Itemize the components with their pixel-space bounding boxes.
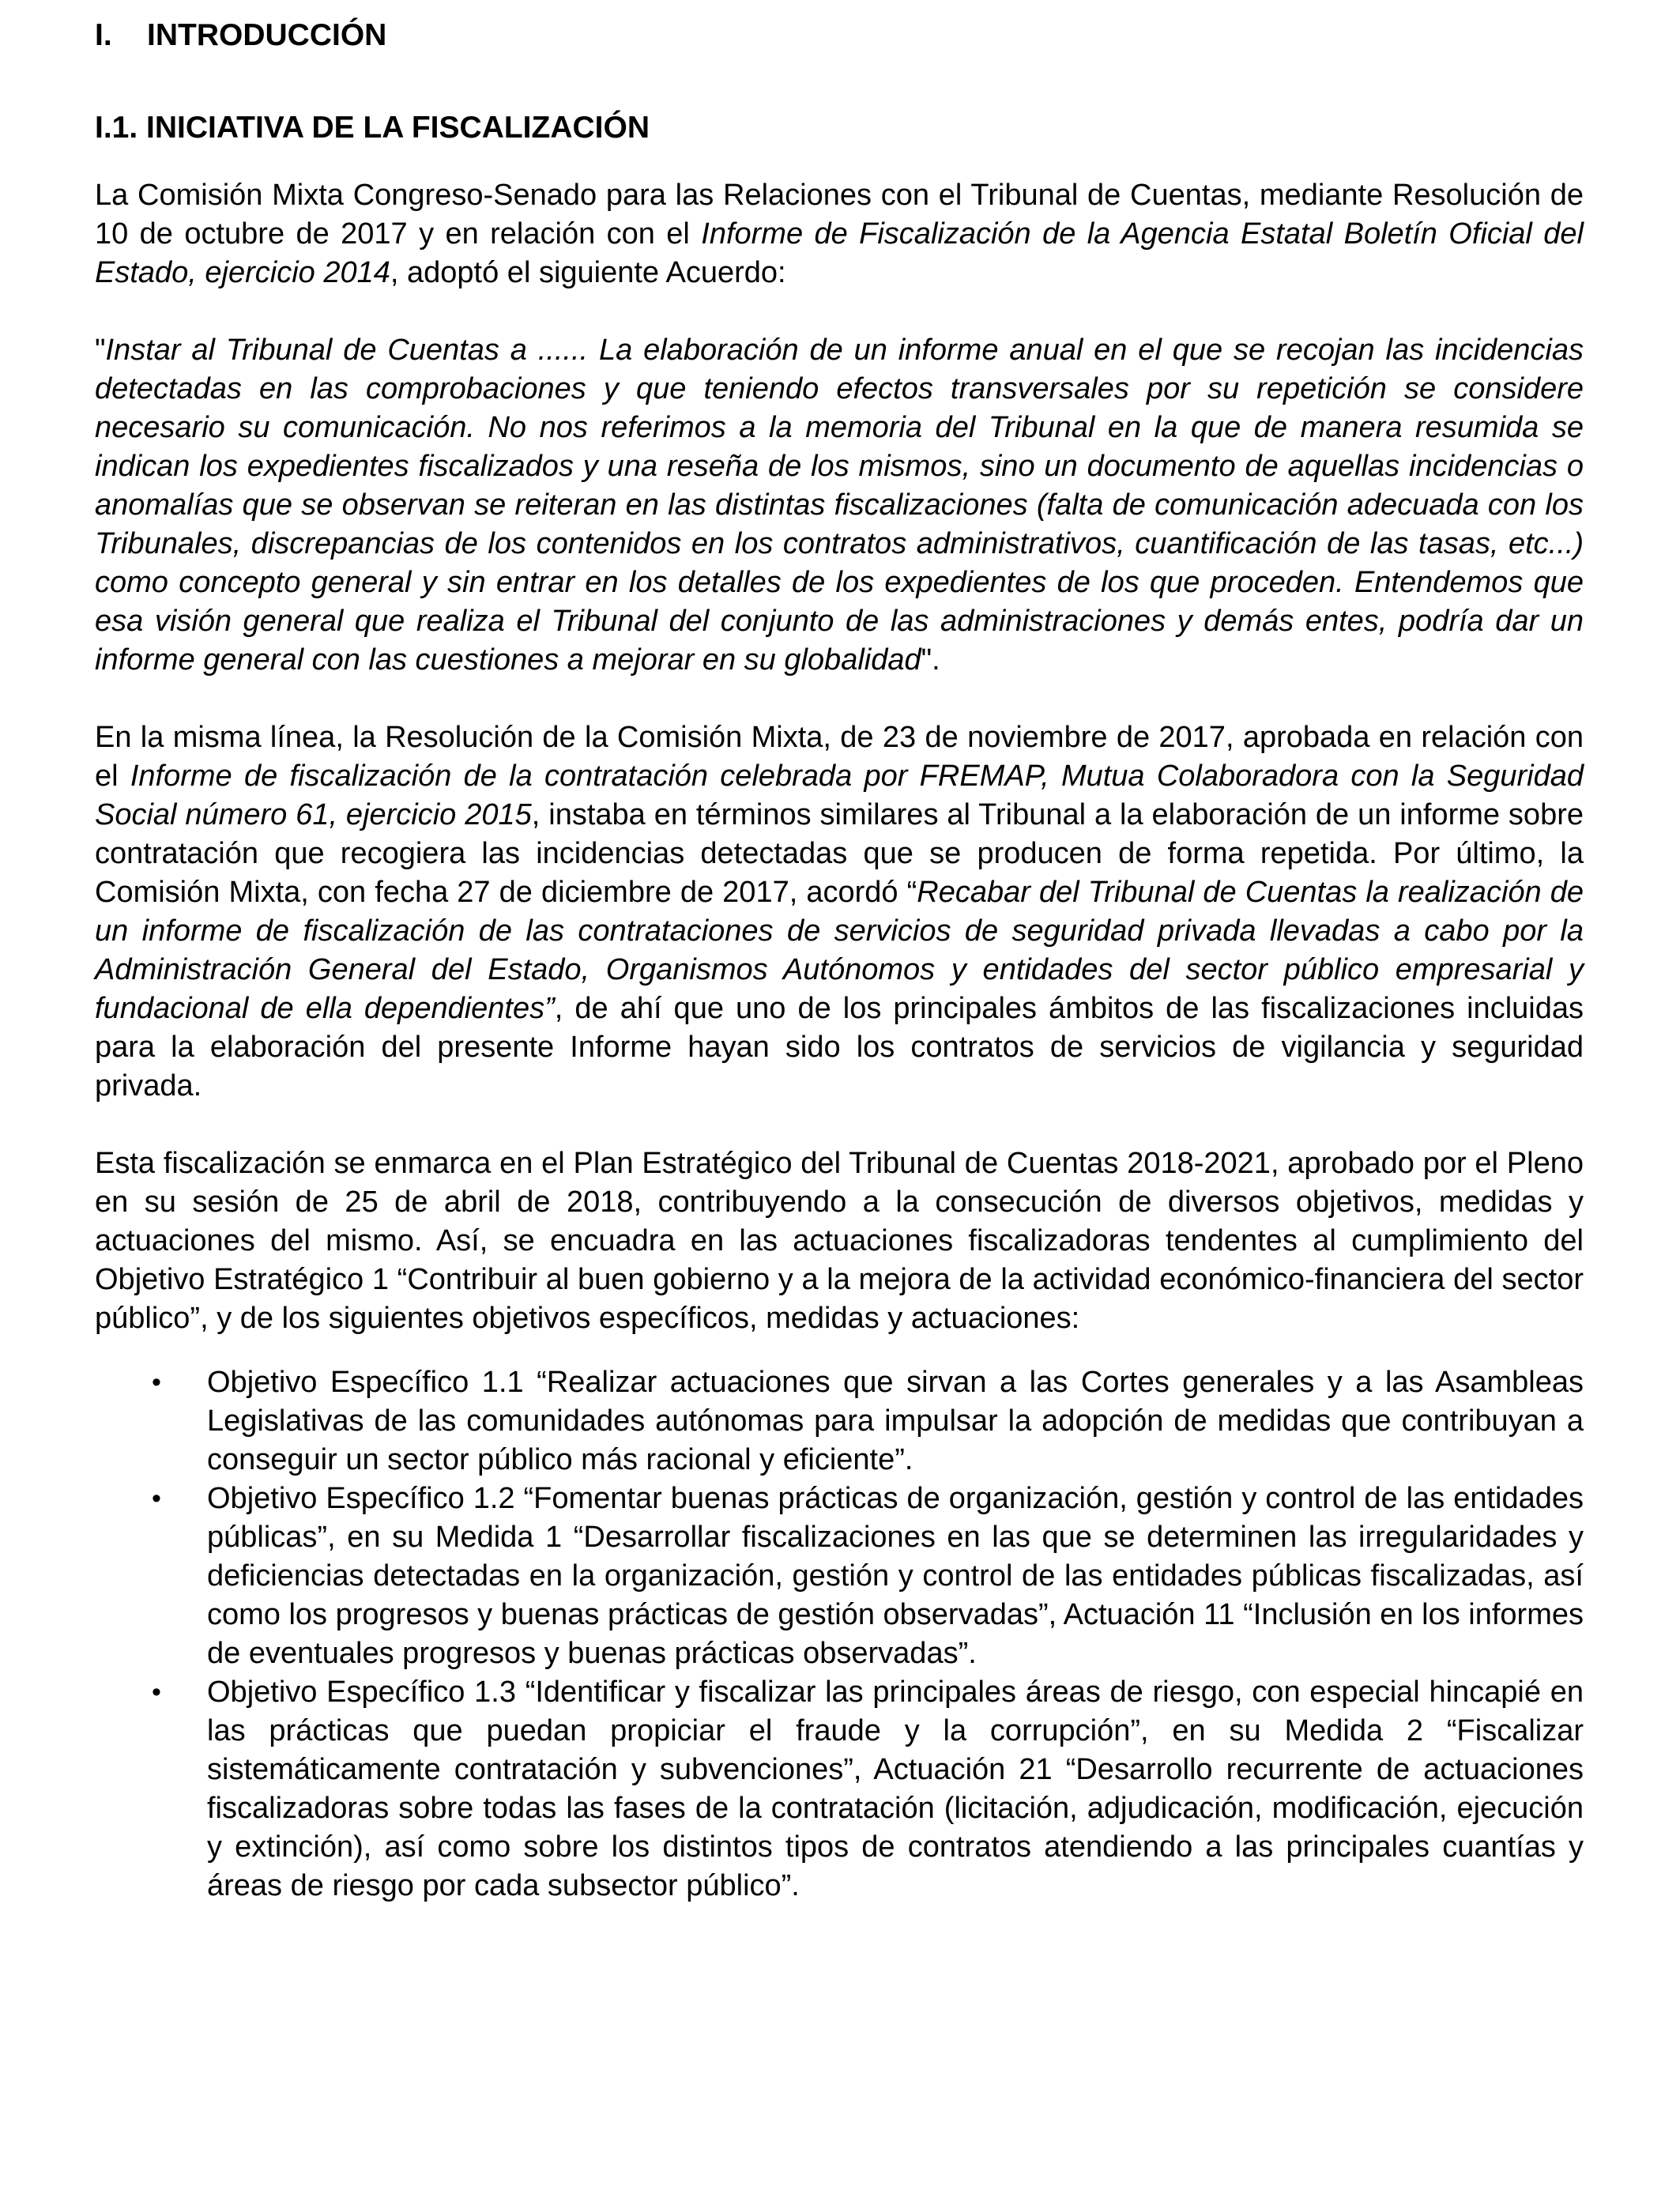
paragraph-strategic-plan: Esta fiscalización se enmarca en el Plan Estratégico del Tribunal de Cuentas 2018-2021, aprobado por el Pleno en su sesión de 25 de abril de 2018, contribuyendo a la consecución de diversos objetivos, medidas y actuaciones del mismo. Así, se encuadra en las actuaciones fiscalizadoras tendentes al cumplimiento del Objetivo Estratégico 1 “Contribuir al buen gobierno y a la mejora de la actividad económico-financiera del sector público”, y de los siguientes objetivos específicos, medidas y actuaciones:: [95, 1147, 1584, 1335]
paragraph2-report-title: Informe de fiscalización de la contratación celebrada por FREMAP, Mutua Colaboradora con la Seguridad Social número 61, ejercicio 2015: [95, 760, 1584, 831]
quote-open: ": [95, 334, 106, 367]
quote-close: ".: [921, 643, 940, 677]
objectives-list: [95, 1363, 1584, 1906]
paragraph-fremap-resolution: [95, 718, 1584, 1106]
list-item: [95, 1673, 1584, 1906]
paragraph2-quoted-agreement: Recabar del Tribunal de Cuentas la realización de un informe de fiscalización de las contrataciones de servicios de seguridad privada llevadas a cabo por la Administración General del Estado, Organismos Autónomos y entidades del sector público empresarial y fundacional de ella dependientes”: [95, 876, 1584, 1025]
section-heading: [95, 11, 1584, 60]
paragraph2-text-b: , instaba en términos similares al Tribunal a la elaboración de un informe sobre contratación que recogiera las incidencias detectadas que se producen de forma repetida. Por último, la Comisión Mixta, con fecha 27 de diciembre de 2017, acordó “: [95, 798, 1584, 909]
paragraph2-text-a: En la misma línea, la Resolución de la Comisión Mixta, de 23 de noviembre de 2017, aprobada en relación con el: [95, 721, 1584, 793]
list-item-text: Objetivo Específico 1.2 “Fomentar buenas prácticas de organización, gestión y control de las entidades públicas”, en su Medida 1 “Desarrollar fiscalizaciones en las que se determinen las irregularidades y deficiencias detectadas en la organización, gestión y control de las entidades públicas fiscalizadas, así como los progresos y buenas prácticas de gestión observadas”, Actuación 11 “Inclusión en los informes de eventuales progresos y buenas prácticas observadas”.: [207, 1482, 1584, 1670]
list-item: [95, 1363, 1584, 1480]
paragraph2-text-c: , de ahí que uno de los principales ámbitos de las fiscalizaciones incluidas para la elaboración del presente Informe hayan sido los contratos de servicios de vigilancia y seguridad privada.: [95, 992, 1584, 1103]
bullet-icon: •: [152, 1483, 161, 1514]
paragraph1-report-title: Informe de Fiscalización de la Agencia Estatal Boletín Oficial del Estado, ejercicio 2014: [95, 217, 1584, 289]
list-item-text: Objetivo Específico 1.3 “Identificar y fiscalizar las principales áreas de riesgo, con especial hincapié en las prácticas que puedan propiciar el fraude y la corrupción”, en su Medida 2 “Fiscalizar sistemáticamente contratación y subvenciones”, Actuación 21 “Desarrollo recurrente de actuaciones fiscalizadoras sobre todas las fases de la contratación (licitación, adjudicación, modificación, ejecución y extinción), así como sobre los distintos tipos de contratos atendiendo a las principales cuantías y áreas de riesgo por cada subsector público”.: [207, 1676, 1584, 1902]
quote-text: Instar al Tribunal de Cuentas a ...... La elaboración de un informe anual en el que se recojan las incidencias detectadas en las comprobaciones y que teniendo efectos transversales por su repetición se considere necesario su comunicación. No nos referimos a la memoria del Tribunal en la que de manera resumida se indican los expedientes fiscalizados y una reseña de los mismos, sino un documento de aquellas incidencias o anomalías que se observan se reiteran en las distintas fiscalizaciones (falta de comunicación adecuada con los Tribunales, discrepancias de los contenidos en los contratos administrativos, cuantificación de las tasas, etc...) como concepto general y sin entrar en los detalles de los expedientes de los que proceden. Entendemos que esa visión general que realiza el Tribunal del conjunto de las administraciones y demás entes, podría dar un informe general con las cuestiones a mejorar en su globalidad: [95, 334, 1584, 677]
paragraph1-text-b: , adoptó el siguiente Acuerdo:: [390, 256, 786, 289]
list-item-text: Objetivo Específico 1.1 “Realizar actuaciones que sirvan a las Cortes generales y a las Asambleas Legislativas de las comunidades autónomas para impulsar la adopción de medidas que contribuyan a conseguir un sector público más racional y eficiente”.: [207, 1366, 1584, 1476]
list-item: [95, 1480, 1584, 1673]
paragraph1-text-a: La Comisión Mixta Congreso-Senado para las Relaciones con el Tribunal de Cuentas, mediante Resolución de 10 de octubre de 2017 y en relación con el: [95, 179, 1584, 251]
section-title: INTRODUCCIÓN: [147, 18, 387, 52]
subsection-heading: I.1. INICIATIVA DE LA FISCALIZACIÓN: [95, 111, 650, 145]
paragraph-commission-resolution: [95, 176, 1584, 292]
bullet-icon: •: [152, 1367, 161, 1397]
bullet-icon: •: [152, 1677, 161, 1707]
paragraph-agreement-quote: [95, 331, 1584, 680]
section-number: I.: [95, 18, 112, 52]
